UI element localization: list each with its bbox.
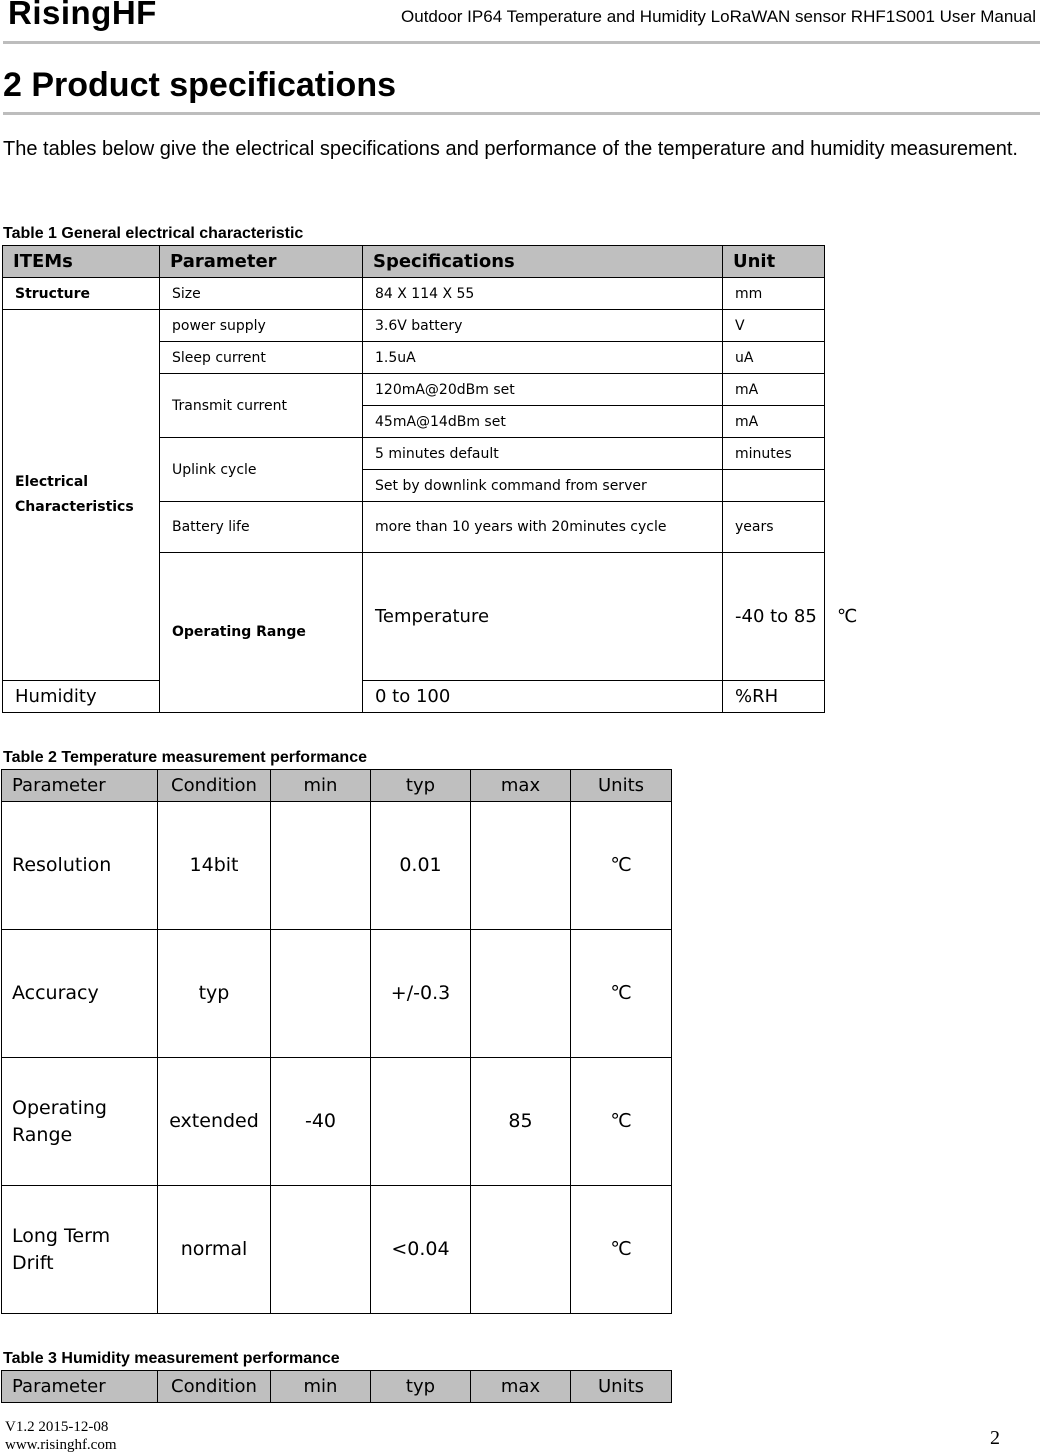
column-header: Specifications [363,246,723,278]
column-header: Parameter [2,1371,158,1403]
table-cell: 14bit [158,802,271,930]
column-header: ITEMs [3,246,160,278]
column-header: Condition [158,770,271,802]
column-header: typ [371,770,471,802]
column-header: max [471,770,571,802]
heading-divider [3,112,1040,115]
parameter-cell: Size [160,278,363,310]
table-cell: Accuracy [2,930,158,1058]
column-header: Units [571,1371,672,1403]
table-row [2,1058,672,1186]
table-row: Operating Range Temperature -40 to 85 ℃ [3,553,825,681]
general-electrical-table [2,245,858,713]
spec-cell: Set by downlink command from server [363,470,723,502]
table-cell [471,1186,571,1314]
spec-cell: 84 X 114 X 55 [363,278,723,310]
parameter-cell: Transmit current [160,374,363,438]
table-cell [371,1058,471,1186]
table-cell [271,1186,371,1314]
unit-cell: V [723,310,825,342]
table-cell: 85 [471,1058,571,1186]
column-header: Condition [158,1371,271,1403]
spec-cell: 3.6V battery [363,310,723,342]
table-row [3,310,825,342]
parameter-cell: power supply [160,310,363,342]
table2-caption: Table 2 Temperature measurement performance [3,749,367,766]
table-cell: <0.04 [371,1186,471,1314]
table-row [2,802,672,930]
document-title: Outdoor IP64 Temperature and Humidity LoRaWAN sensor RHF1S001 User Manual [401,7,1036,26]
table-cell [471,930,571,1058]
table-cell: typ [158,930,271,1058]
table-cell: +/-0.3 [371,930,471,1058]
unit-cell: uA [723,342,825,374]
table-cell [271,930,371,1058]
table-row [2,1186,672,1314]
unit-cell: minutes [723,438,825,470]
spec-cell: 45mA@14dBm set [363,406,723,438]
temperature-performance-table [1,769,672,1314]
table-header-row [2,770,672,802]
parameter-cell: Uplink cycle [160,438,363,502]
spec-cell: 1.5uA [363,342,723,374]
table-cell: Resolution [2,802,158,930]
humidity-performance-table [1,1370,672,1403]
table-cell [471,802,571,930]
parameter-cell: Sleep current [160,342,363,374]
column-header: Units [571,770,672,802]
intro-paragraph: The tables below give the electrical specifications and performance of the temperature and humidity measurement. [3,138,1018,160]
table-cell [271,802,371,930]
table-cell: Long Term Drift [2,1186,158,1314]
item-cell: Structure [3,278,160,310]
item-cell: Operating Range [160,553,363,713]
page-number: 2 [990,1427,1000,1449]
brand-logo-text: RisingHF [8,0,157,31]
parameter-cell: Temperature [363,553,723,681]
header-divider [3,41,1040,44]
table-header-row [2,1371,672,1403]
column-header: max [471,1371,571,1403]
spec-cell: more than 10 years with 20minutes cycle [363,502,723,553]
website-link[interactable]: www.risinghf.com [5,1437,117,1453]
table-cell: ℃ [571,802,672,930]
unit-cell: mA [723,406,825,438]
parameter-cell: Battery life [160,502,363,553]
table-cell: 0.01 [371,802,471,930]
column-header: min [271,770,371,802]
table1-caption: Table 1 General electrical characteristic [3,225,304,242]
table-row [3,681,825,713]
unit-cell: %RH [723,681,825,713]
item-cell: Electrical Characteristics [3,310,160,681]
column-header: Unit [723,246,825,278]
table-header-row [3,246,825,278]
table-cell: normal [158,1186,271,1314]
table-cell: ℃ [571,930,672,1058]
table-cell: ℃ [571,1058,672,1186]
footer-info [5,1418,117,1454]
table-cell: Operating Range [2,1058,158,1186]
table3-caption: Table 3 Humidity measurement performance [3,1350,340,1367]
column-header: Parameter [2,770,158,802]
spec-cell: 120mA@20dBm set [363,374,723,406]
unit-cell: mm [723,278,825,310]
parameter-cell: Humidity [3,681,160,713]
table-row [2,930,672,1058]
table-cell: extended [158,1058,271,1186]
table-cell: ℃ [571,1186,672,1314]
version-text: V1.2 2015-12-08 [5,1419,109,1435]
spec-cell: 0 to 100 [363,681,723,713]
unit-cell: years [723,502,825,553]
section-heading: 2 Product specifications [3,66,396,104]
spec-cell: 5 minutes default [363,438,723,470]
unit-cell [723,470,825,502]
column-header: Parameter [160,246,363,278]
table-cell: -40 [271,1058,371,1186]
table-row [3,278,825,310]
unit-cell: mA [723,374,825,406]
spec-cell: -40 to 85 [723,553,825,681]
column-header: typ [371,1371,471,1403]
column-header: min [271,1371,371,1403]
